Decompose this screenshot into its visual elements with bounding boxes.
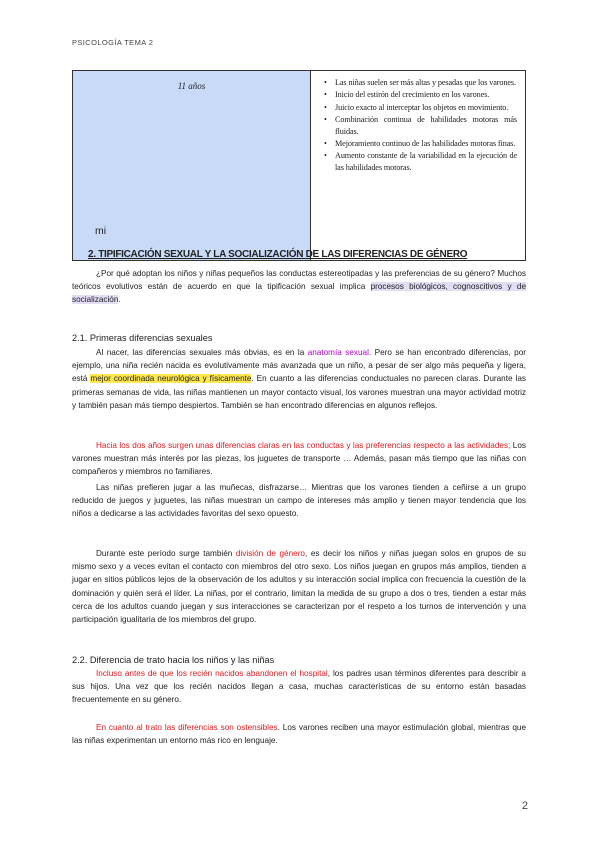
development-table [72,70,526,261]
red-text-hospital: Incluso antes de que los recién nacidos abandonen el hospital [96,669,328,678]
section-heading: 2. TIPIFICACIÓN SEXUAL Y LA SOCIALIZACIÓN DE LAS DIFERENCIAS DE GÉNERO [88,249,468,260]
paragraph-treatment [72,721,526,747]
stray-text: mi [95,225,107,237]
intro-end: . [118,295,121,305]
intro-text: ¿Por qué adoptan los niños y niñas pequeños las conductas estereotipadas y las preferencias de su género? Muchos teóricos evolutivos están de acuerdo en que la tipificación sexual implica [72,269,526,292]
text: Las niñas prefieren jugar a las muñecas, disfrazarse… Mientras que los varones tienden a ceñirse a un grupo reducido de juegos y juguetes, las niñas muestran un campo de intereses más amplio y tienen mayor tendencia que los niños a dedicarse a las actividades favoritas del sexo opuesto. [72,483,526,519]
page-header: PSICOLOGÍA TEMA 2 [72,38,154,47]
list-item: • Combinación continua de habilidades motoras más fluidas. [319,114,517,137]
red-text-two-years: Hacia los dos años surgen unas diferencias claras en las conductas y las preferencias respecto a las actividades; [96,441,511,450]
list-item: • Inicio del estirón del crecimiento en los varones. [319,89,517,100]
paragraph-birth-differences [72,346,526,412]
text: , los padres usan términos diferentes para describir a sus hijos. Una vez que los recién nacidos llegan a casa, muchas características de su entorno están basadas frecuentemente en su género. [72,669,526,705]
text: Los varones muestran más interés por las piezas, los juguetes de transporte … Además, pasan más tiempo que las niñas con compañeros y miembros no familiares. [72,441,526,477]
text: . Los varones reciben una mayor estimulación global, mientras que las niñas experimentan un entorno más rico en lenguaje. [72,723,527,746]
subsection-title-2-1: 2.1. Primeras diferencias sexuales [72,333,213,343]
highlight-coordination: mejor coordinada neurológica y físicamente [90,374,252,384]
text: Al nacer, las diferencias sexuales más obvias, es en la [96,348,308,357]
paragraph-girls-play [72,481,526,521]
term-anatomia-sexual: anatomía sexual [307,348,369,357]
red-text-treatment: En cuanto al trato las diferencias son ostensibles [96,723,278,732]
paragraph-two-years [72,439,526,479]
text: Durante este período surge también [96,549,236,558]
age-cell: 11 años [73,71,311,261]
text: . Pero se han encontrado diferencias, por ejemplo, una niña recién nacida es evolutivamente más avanzada que un niño, a pesar de ser algo más pequeña y ligera, está [72,348,526,384]
paragraph-hospital [72,667,526,707]
items-cell [311,71,526,261]
intro-paragraph [72,267,526,307]
subsection-title-2-2: 2.2. Diferencia de trato hacia los niños y las niñas [72,655,275,665]
highlight-processes: procesos biológicos, cognoscitivos y de socialización [72,282,526,305]
paragraph-gender-division [72,547,526,626]
text: , es decir los niños y niñas juegan solos en grupos de su mismo sexo y a veces evitan el contacto con miembros del otro sexo. Los niños juegan en grupos más amplios, tienden a jugar en sitios públicos lejos de la observación de los adultos y su interacción social implica con frecuencia la cuestión de la dominación y quién será el líder. La niñas, por el contrario, limitan la medida de su grupo a dos o tres, tienden a estar más cerca de los adultos cuando juegan y sus interacciones se caracterizan por el respeto a los turnos de intervención y una participación igualitaria de los miembros del grupo. [72,549,526,625]
milestones-list [319,77,517,173]
list-item: • Las niñas suelen ser más altas y pesadas que los varones. [319,77,517,88]
text: . En cuanto a las diferencias conductuales no parecen claras. Durante las primeras semanas de vida, las niñas mantienen un mayor contacto visual, los varones muestran una mayor actividad motriz y también pasan más tiempo despiertos. También se han encontrado diferencias en algunos reflejos. [72,374,526,410]
page-number: 2 [521,800,528,812]
list-item: • Mejoramiento continuo de las habilidades motoras finas. [319,138,517,149]
list-item: • Juicio exacto al interceptar los objetos en movimiento. [319,102,517,113]
list-item: • Aumento constante de la variabilidad en la ejecución de las habilidades motoras. [319,150,517,173]
term-division-genero: división de género [235,549,305,558]
